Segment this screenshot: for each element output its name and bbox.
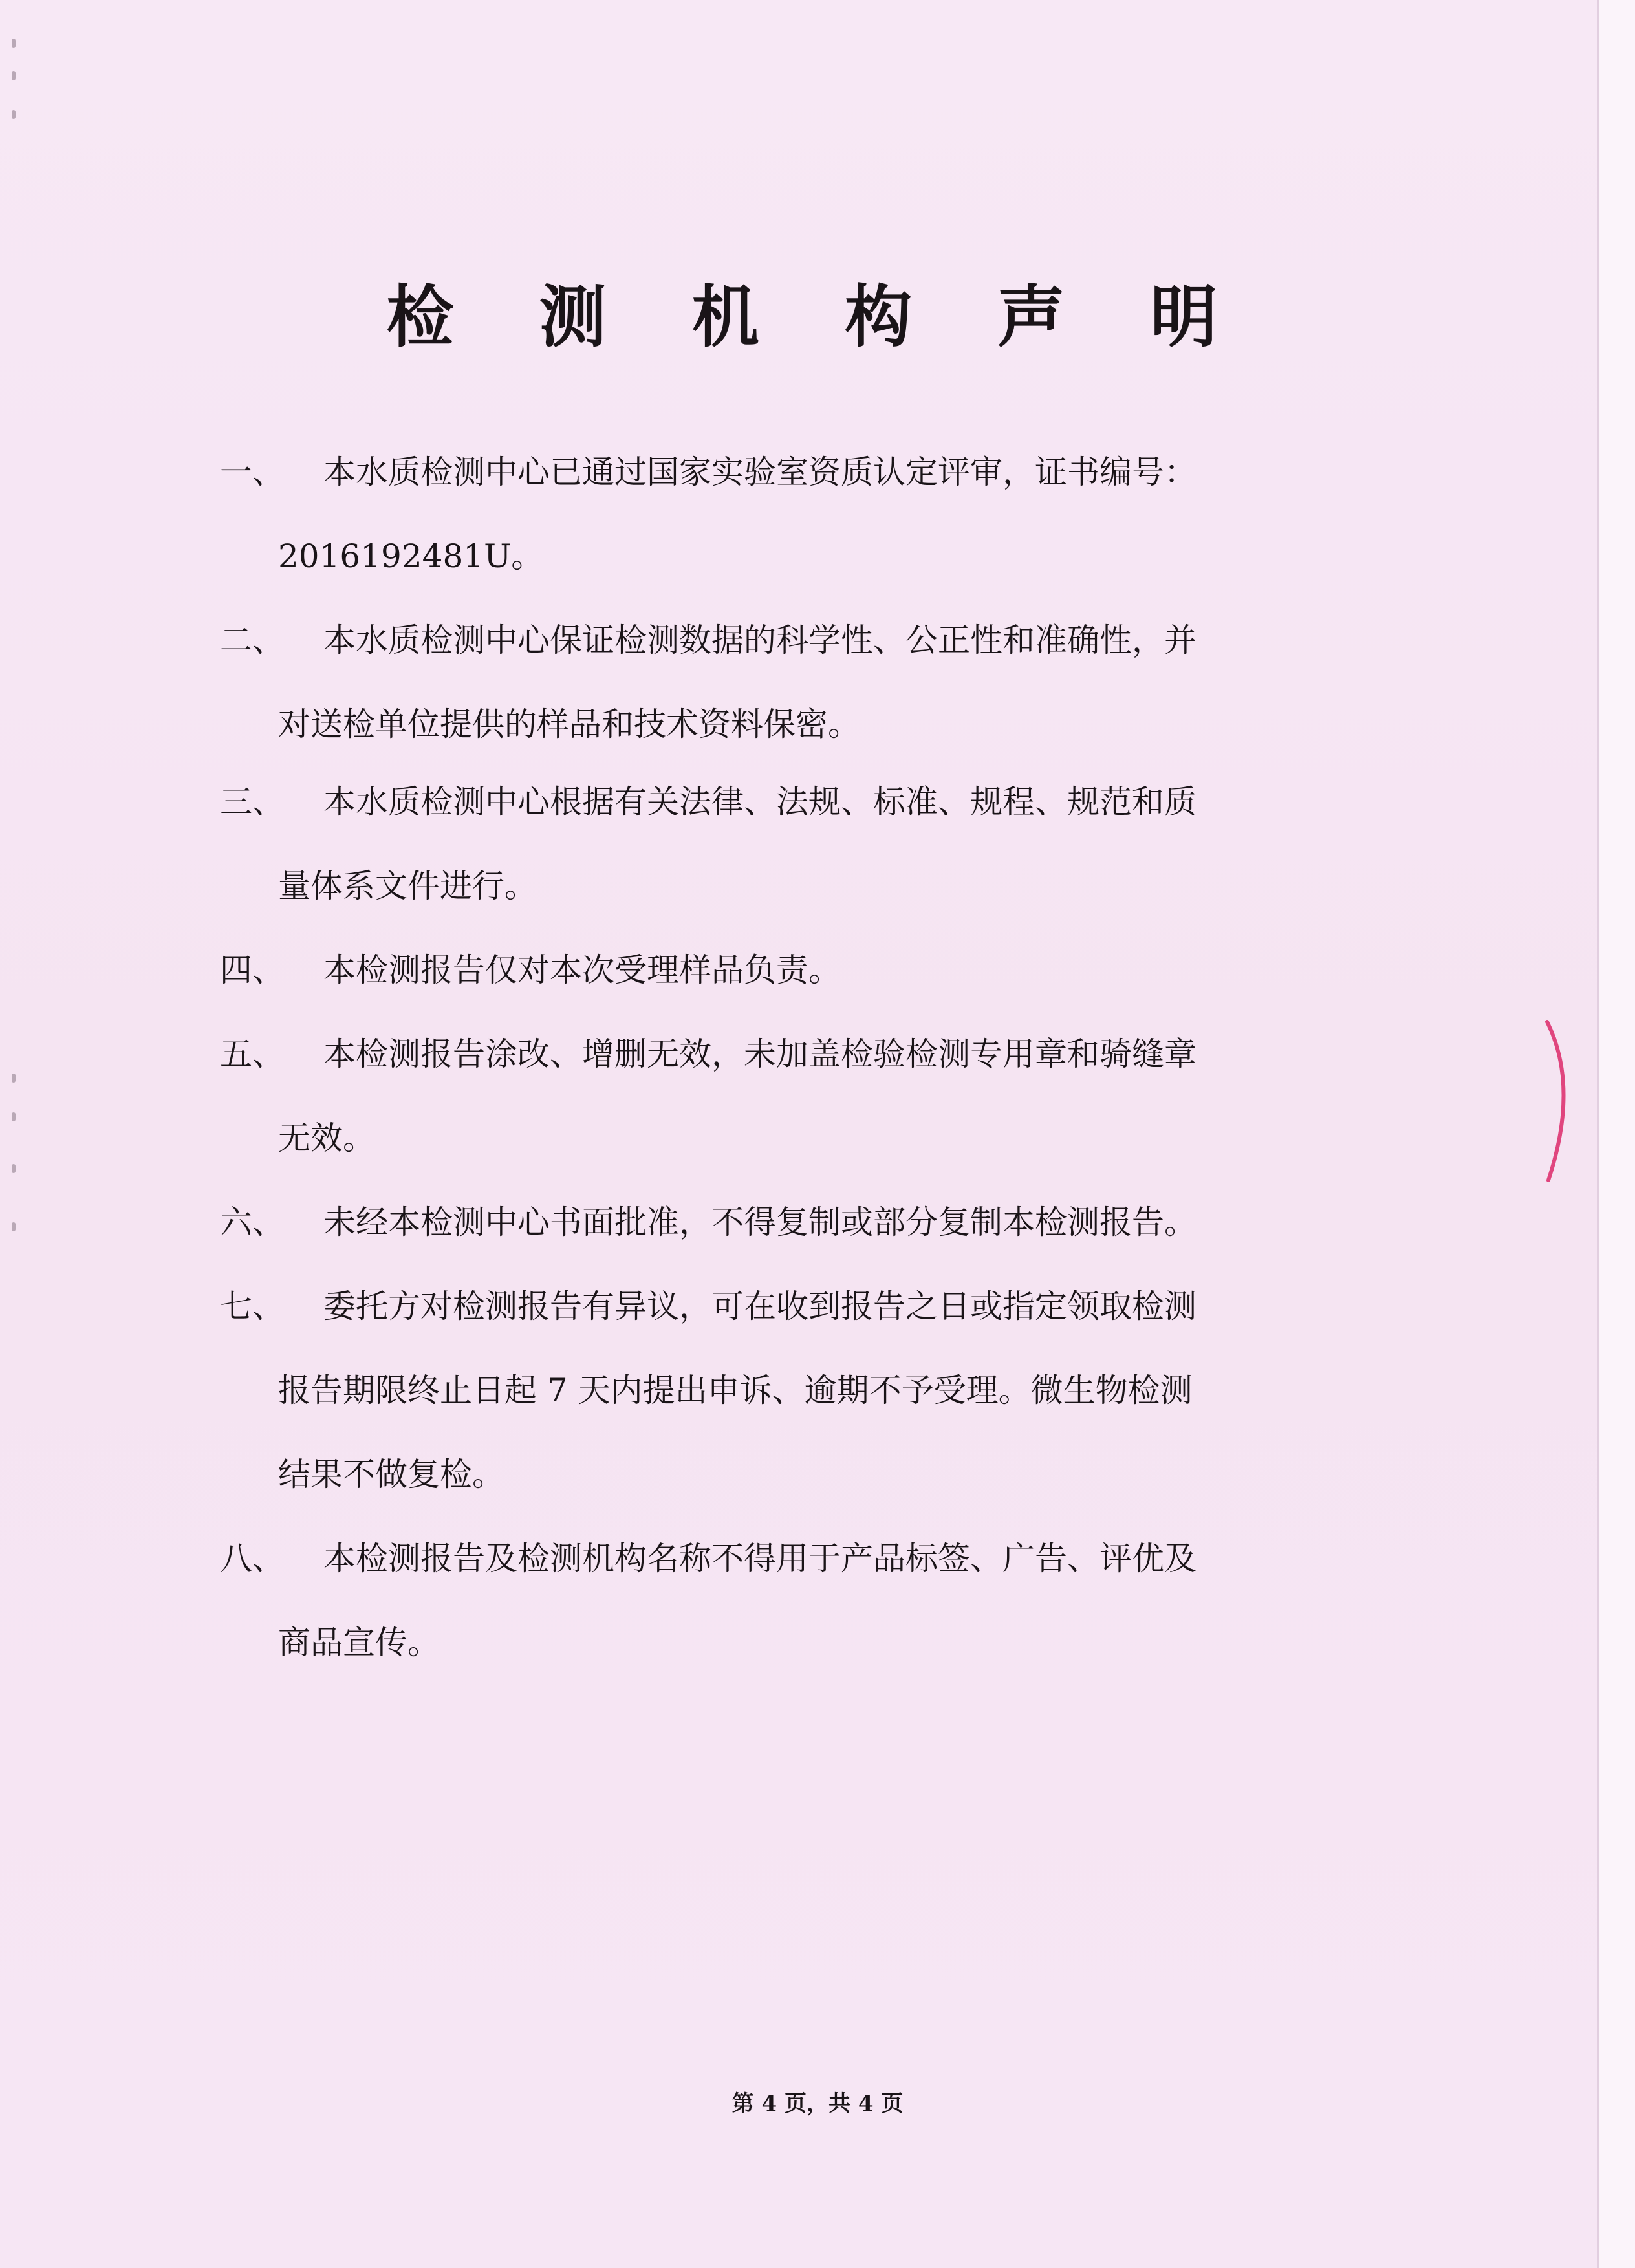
item-text: 2016192481U。 — [278, 537, 544, 575]
item-text: 本水质检测中心根据有关法律、法规、标准、规程、规范和质 — [323, 783, 1196, 821]
item-text: 量体系文件进行。 — [278, 867, 537, 905]
item-text: 本检测报告及检测机构名称不得用于产品标签、广告、评优及 — [323, 1540, 1196, 1577]
seal-stamp-edge — [1539, 1009, 1597, 1190]
item-text: 未经本检测中心书面批准，不得复制或部分复制本检测报告。 — [323, 1204, 1196, 1241]
item-text: 本水质检测中心保证检测数据的科学性、公正性和准确性，并 — [323, 621, 1196, 659]
item-text: 结果不做复检。 — [278, 1456, 504, 1493]
item-number: 八、 — [220, 1540, 285, 1577]
page-number: 第 4 页，共 4 页 — [731, 2091, 904, 2117]
item-number: 六、 — [220, 1204, 285, 1241]
item-text: 商品宣传。 — [278, 1624, 440, 1661]
item-number: 五、 — [220, 1035, 285, 1073]
item-number: 一、 — [220, 453, 285, 491]
item-number: 二、 — [220, 621, 285, 659]
item-text: 报告期限终止日起 7 天内提出申诉、逾期不予受理。微生物检测 — [278, 1372, 1193, 1409]
item-text: 委托方对检测报告有异议，可在收到报告之日或指定领取检测 — [323, 1288, 1196, 1325]
item-number: 四、 — [220, 951, 285, 989]
page-title: 检 测 机 构 声 明 — [386, 277, 1249, 356]
item-text: 本检测报告仅对本次受理样品负责。 — [323, 951, 841, 989]
item-text: 本水质检测中心已通过国家实验室资质认定评审，证书编号： — [323, 453, 1196, 491]
item-text: 本检测报告涂改、增删无效，未加盖检验检测专用章和骑缝章 — [323, 1035, 1196, 1073]
item-number: 七、 — [220, 1288, 285, 1325]
item-text: 对送检单位提供的样品和技术资料保密。 — [278, 706, 860, 743]
item-text: 无效。 — [278, 1119, 375, 1157]
item-number: 三、 — [220, 783, 285, 821]
